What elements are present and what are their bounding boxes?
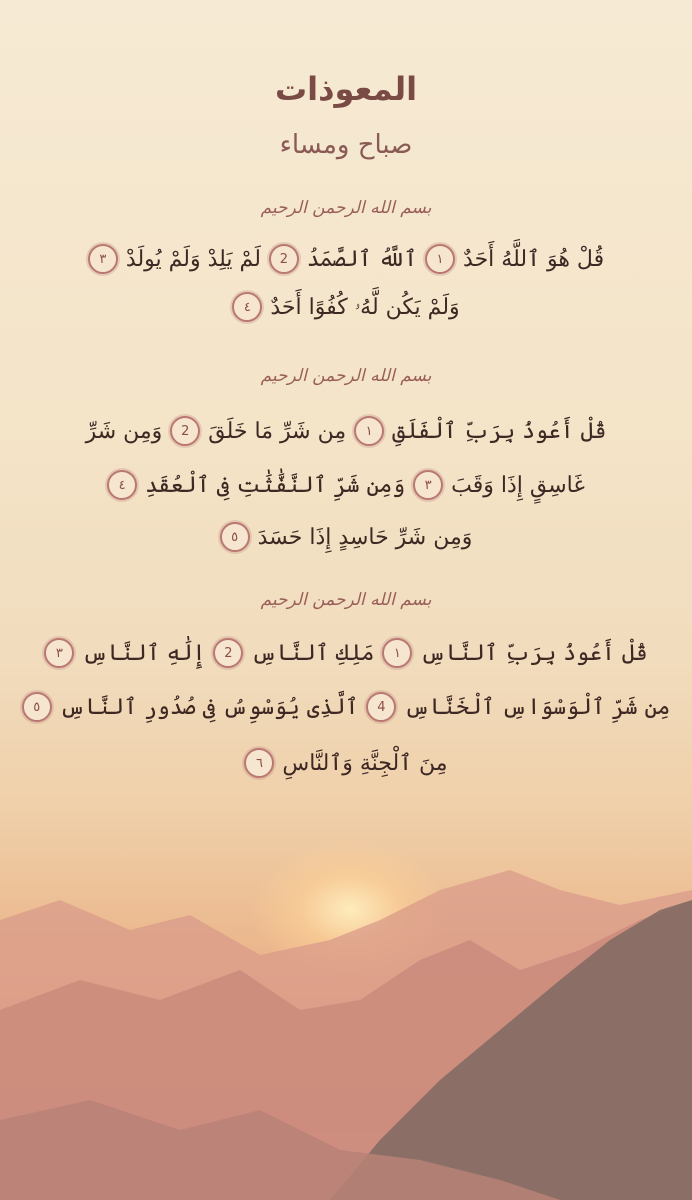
verse-number-marker: 2 (269, 244, 299, 274)
verse-text: وَمِن شَرِّ حَاسِدٍ إِذَا حَسَدَ (257, 524, 473, 550)
verse-text: قُلْ أَعُوذُ بِرَبِّ ٱلنَّاسِ (420, 640, 648, 666)
verse-number-marker: ١ (354, 416, 384, 446)
verse-line (60, 470, 632, 500)
verse-number-marker: ٤ (232, 292, 262, 322)
verse-number-marker: ٦ (244, 748, 274, 778)
verse-text: مِنَ ٱلْجِنَّةِ وَٱلنَّاسِ (282, 750, 448, 776)
mountain-landscape (0, 860, 692, 1200)
verse-number-marker: ١ (425, 244, 455, 274)
basmala-calligraphy: بسم الله الرحمن الرحيم (260, 198, 432, 218)
basmala-calligraphy: بسم الله الرحمن الرحيم (260, 590, 432, 610)
verse-line (60, 292, 632, 322)
verse-number-marker: 4 (366, 692, 396, 722)
verse-text: قُلْ أَعُوذُ بِرَبِّ ٱلْفَلَقِ (392, 418, 607, 444)
verse-text: وَمِن شَرِّ (85, 418, 163, 444)
verse-line (33, 692, 671, 722)
verse-number-marker: 2 (213, 638, 243, 668)
verse-line (60, 244, 632, 274)
verse-text: مِن شَرِّ مَا خَلَقَ (208, 418, 347, 444)
page-title: المعوذات (274, 70, 418, 108)
verse-text: ٱللَّهُ ٱلصَّمَدُ (306, 246, 418, 272)
verse-text: مَلِكِ ٱلنَّاسِ (251, 640, 375, 666)
verse-line (60, 416, 632, 446)
verse-line (60, 748, 632, 778)
verse-number-marker: ٥ (22, 692, 52, 722)
verse-text: وَمِن شَرِّ ٱلنَّفَّٰثَٰتِ فِى ٱلْعُقَدِ (145, 472, 406, 498)
verse-text: وَلَمْ يَكُن لَّهُۥ كُفُوًا أَحَدٌ (270, 294, 460, 320)
verse-number-marker: 2 (170, 416, 200, 446)
verse-text: لَمْ يَلِدْ وَلَمْ يُولَدْ (125, 246, 261, 272)
verse-text: مِن شَرِّ ٱلْوَسْوَاسِ ٱلْخَنَّاسِ (404, 694, 671, 720)
verse-number-marker: ٣ (44, 638, 74, 668)
verse-number-marker: ٣ (413, 470, 443, 500)
verse-number-marker: ٣ (88, 244, 118, 274)
verse-number-marker: ١ (382, 638, 412, 668)
verse-text: ٱلَّذِى يُوَسْوِسُ فِى صُدُورِ ٱلنَّاسِ (59, 694, 359, 720)
verse-line (55, 638, 648, 668)
verse-number-marker: ٤ (107, 470, 137, 500)
verse-line (60, 522, 632, 552)
verse-text: غَاسِقٍ إِذَا وَقَبَ (451, 472, 585, 498)
verse-text: قُلْ هُوَ ٱللَّهُ أَحَدٌ (463, 246, 605, 272)
verse-text: إِلَٰهِ ٱلنَّاسِ (82, 640, 206, 666)
verse-number-marker: ٥ (220, 522, 250, 552)
page-subtitle: صباح ومساء (279, 130, 413, 160)
basmala-calligraphy: بسم الله الرحمن الرحيم (260, 366, 432, 386)
